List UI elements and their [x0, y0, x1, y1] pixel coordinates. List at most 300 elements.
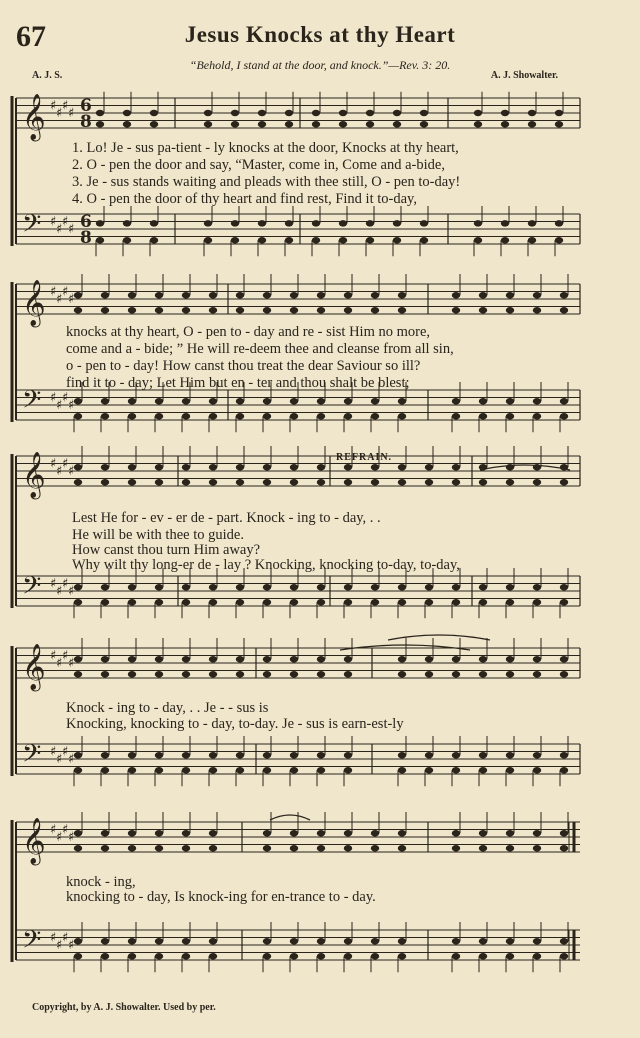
note-head: [290, 752, 298, 758]
note-head: [96, 220, 104, 226]
note-head: [533, 953, 541, 959]
note-head: [182, 830, 190, 836]
note-head: [506, 398, 514, 404]
note-head: [528, 121, 536, 127]
note-head: [290, 584, 298, 590]
sharp-icon: ♯: [56, 106, 63, 121]
sharp-icon: ♯: [50, 744, 57, 760]
note-head: [236, 671, 244, 677]
note-head: [128, 599, 136, 605]
note-head: [398, 413, 406, 419]
note-head: [74, 464, 82, 470]
note-head: [398, 767, 406, 773]
note-head: [182, 752, 190, 758]
note-head: [74, 752, 82, 758]
note-head: [317, 767, 325, 773]
note-head: [479, 845, 487, 851]
note-head: [209, 752, 217, 758]
note-head: [182, 656, 190, 662]
note-head: [150, 110, 158, 116]
note-head: [155, 767, 163, 773]
note-head: [560, 830, 568, 836]
note-head: [312, 220, 320, 226]
note-head: [128, 767, 136, 773]
note-head: [231, 237, 239, 243]
sharp-icon: ♯: [62, 98, 69, 114]
note-head: [236, 584, 244, 590]
note-head: [371, 599, 379, 605]
note-head: [317, 845, 325, 851]
treble-clef-icon: 𝄞: [22, 452, 46, 498]
note-head: [290, 830, 298, 836]
note-head: [128, 656, 136, 662]
note-head: [285, 110, 293, 116]
note-head: [501, 121, 509, 127]
sharp-icon: ♯: [62, 390, 69, 406]
time-signature-bottom: 8: [80, 112, 92, 132]
note-head: [317, 413, 325, 419]
note-head: [479, 599, 487, 605]
note-head: [420, 110, 428, 116]
verse-1-line-3: Lest He for - ev - er de - part. Knock - ing to - day, . .: [72, 510, 381, 526]
sharp-icon: ♯: [56, 398, 63, 413]
note-head: [101, 938, 109, 944]
note-head: [366, 110, 374, 116]
note-head: [528, 220, 536, 226]
verse-3-line-1: 3. Je - sus stands waiting and pleads with thee still, O - pen to-day!: [72, 174, 461, 190]
note-head: [317, 464, 325, 470]
note-head: [263, 479, 271, 485]
note-head: [398, 845, 406, 851]
sharp-icon: ♯: [56, 830, 63, 845]
note-head: [479, 938, 487, 944]
note-head: [317, 671, 325, 677]
words-credit: A. J. S.: [32, 70, 63, 81]
note-head: [236, 479, 244, 485]
sharp-icon: ♯: [68, 752, 75, 767]
note-head: [506, 938, 514, 944]
note-head: [182, 953, 190, 959]
note-head: [204, 110, 212, 116]
sharp-icon: ♯: [68, 106, 75, 121]
note-head: [533, 671, 541, 677]
note-head: [123, 121, 131, 127]
note-head: [209, 671, 217, 677]
sharp-icon: ♯: [62, 456, 69, 472]
note-head: [128, 752, 136, 758]
note-head: [344, 752, 352, 758]
treble-clef-icon: 𝄞: [22, 818, 46, 864]
note-head: [393, 121, 401, 127]
note-head: [290, 413, 298, 419]
note-head: [258, 110, 266, 116]
sharp-icon: ♯: [62, 648, 69, 664]
note-head: [101, 464, 109, 470]
treble-clef-icon: 𝄞: [22, 280, 46, 326]
note-head: [533, 307, 541, 313]
note-head: [101, 953, 109, 959]
note-head: [101, 292, 109, 298]
slur: [388, 635, 490, 640]
sharp-icon: ♯: [68, 656, 75, 671]
note-head: [263, 398, 271, 404]
scripture-quote: “Behold, I stand at the door, and knock.”—Rev. 3: 20.: [189, 58, 451, 72]
note-head: [452, 953, 460, 959]
note-head: [317, 584, 325, 590]
note-head: [258, 121, 266, 127]
sharp-icon: ♯: [56, 752, 63, 767]
note-head: [452, 413, 460, 419]
note-head: [285, 121, 293, 127]
note-head: [506, 479, 514, 485]
note-head: [209, 830, 217, 836]
note-head: [425, 671, 433, 677]
note-head: [290, 398, 298, 404]
sharp-icon: ♯: [56, 656, 63, 671]
note-head: [371, 584, 379, 590]
note-head: [155, 599, 163, 605]
note-head: [182, 938, 190, 944]
note-head: [344, 671, 352, 677]
note-head: [479, 413, 487, 419]
verse-3-line-3: How canst thou turn Him away?: [72, 542, 261, 558]
note-head: [560, 599, 568, 605]
note-head: [398, 398, 406, 404]
note-head: [420, 237, 428, 243]
note-head: [479, 398, 487, 404]
note-head: [209, 413, 217, 419]
note-head: [479, 953, 487, 959]
note-head: [236, 307, 244, 313]
note-head: [209, 479, 217, 485]
note-head: [317, 307, 325, 313]
note-head: [452, 845, 460, 851]
note-head: [74, 599, 82, 605]
note-head: [366, 237, 374, 243]
note-head: [290, 292, 298, 298]
sharp-icon: ♯: [50, 214, 57, 230]
note-head: [290, 767, 298, 773]
note-head: [371, 830, 379, 836]
refrain-label: REFRAIN.: [336, 452, 393, 463]
note-head: [290, 938, 298, 944]
note-head: [398, 656, 406, 662]
note-head: [74, 953, 82, 959]
note-head: [344, 767, 352, 773]
note-head: [555, 237, 563, 243]
note-head: [74, 413, 82, 419]
note-head: [236, 752, 244, 758]
note-head: [209, 767, 217, 773]
note-head: [317, 830, 325, 836]
note-head: [74, 845, 82, 851]
note-head: [560, 307, 568, 313]
note-head: [420, 121, 428, 127]
note-head: [263, 752, 271, 758]
note-head: [101, 584, 109, 590]
sharp-icon: ♯: [50, 930, 57, 946]
note-head: [452, 656, 460, 662]
note-head: [317, 479, 325, 485]
sharp-icon: ♯: [62, 930, 69, 946]
sharp-icon: ♯: [50, 456, 57, 472]
note-head: [371, 398, 379, 404]
note-head: [398, 953, 406, 959]
note-head: [452, 752, 460, 758]
note-head: [452, 292, 460, 298]
note-head: [290, 307, 298, 313]
sharp-icon: ♯: [68, 938, 75, 953]
note-head: [344, 599, 352, 605]
note-head: [474, 121, 482, 127]
note-head: [560, 767, 568, 773]
note-head: [231, 110, 239, 116]
note-head: [263, 292, 271, 298]
note-head: [452, 307, 460, 313]
sharp-icon: ♯: [50, 98, 57, 114]
note-head: [398, 599, 406, 605]
note-head: [474, 220, 482, 226]
note-head: [155, 953, 163, 959]
hymn-title: Jesus Knocks at thy Heart: [184, 22, 456, 47]
note-head: [479, 752, 487, 758]
note-head: [96, 121, 104, 127]
note-head: [344, 845, 352, 851]
note-head: [123, 220, 131, 226]
note-head: [209, 656, 217, 662]
note-head: [398, 671, 406, 677]
note-head: [101, 599, 109, 605]
refrain-line-1-upper: Knock - ing to - day, . . Je - - sus is: [66, 700, 269, 716]
note-head: [344, 830, 352, 836]
sharp-icon: ♯: [62, 822, 69, 838]
note-head: [150, 220, 158, 226]
note-head: [96, 237, 104, 243]
note-head: [128, 938, 136, 944]
note-head: [501, 237, 509, 243]
note-head: [155, 584, 163, 590]
note-head: [366, 220, 374, 226]
note-head: [339, 220, 347, 226]
note-head: [236, 656, 244, 662]
sharp-icon: ♯: [56, 292, 63, 307]
note-head: [155, 671, 163, 677]
note-head: [263, 938, 271, 944]
note-head: [182, 767, 190, 773]
sharp-icon: ♯: [68, 830, 75, 845]
note-head: [290, 599, 298, 605]
sharp-icon: ♯: [62, 744, 69, 760]
note-head: [317, 752, 325, 758]
note-head: [209, 292, 217, 298]
note-head: [479, 292, 487, 298]
note-head: [344, 584, 352, 590]
sharp-icon: ♯: [68, 464, 75, 479]
note-head: [123, 110, 131, 116]
note-head: [420, 220, 428, 226]
note-head: [209, 599, 217, 605]
note-head: [425, 599, 433, 605]
note-head: [317, 398, 325, 404]
note-head: [560, 398, 568, 404]
note-head: [555, 220, 563, 226]
note-head: [479, 656, 487, 662]
note-head: [398, 830, 406, 836]
note-head: [479, 307, 487, 313]
note-head: [344, 292, 352, 298]
note-head: [533, 845, 541, 851]
verse-4-line-3: Why wilt thy long-er de - lay ? Knocking, knocking to-day, to-day,: [72, 557, 460, 573]
note-head: [263, 656, 271, 662]
note-head: [258, 237, 266, 243]
note-head: [74, 398, 82, 404]
slur: [480, 465, 570, 470]
note-head: [96, 110, 104, 116]
note-head: [74, 584, 82, 590]
verse-2-line-1: 2. O - pen the door and say, “Master, come in, Come and a-bide,: [72, 157, 445, 173]
note-head: [344, 413, 352, 419]
note-head: [452, 479, 460, 485]
note-head: [258, 220, 266, 226]
note-head: [182, 292, 190, 298]
note-head: [560, 938, 568, 944]
note-head: [393, 237, 401, 243]
note-head: [155, 830, 163, 836]
note-head: [317, 599, 325, 605]
note-head: [209, 307, 217, 313]
note-head: [155, 398, 163, 404]
note-head: [290, 464, 298, 470]
note-head: [182, 307, 190, 313]
note-head: [312, 110, 320, 116]
note-head: [285, 220, 293, 226]
note-head: [236, 599, 244, 605]
note-head: [290, 671, 298, 677]
note-head: [425, 752, 433, 758]
note-head: [101, 767, 109, 773]
sharp-icon: ♯: [62, 576, 69, 592]
note-head: [474, 110, 482, 116]
note-head: [560, 953, 568, 959]
note-head: [506, 671, 514, 677]
note-head: [204, 237, 212, 243]
note-head: [150, 121, 158, 127]
note-head: [533, 479, 541, 485]
note-head: [506, 830, 514, 836]
note-head: [452, 464, 460, 470]
note-head: [101, 398, 109, 404]
note-head: [506, 292, 514, 298]
note-head: [344, 938, 352, 944]
note-head: [128, 464, 136, 470]
note-head: [479, 830, 487, 836]
note-head: [128, 307, 136, 313]
sharp-icon: ♯: [68, 584, 75, 599]
note-head: [528, 110, 536, 116]
note-head: [506, 584, 514, 590]
verse-2-line-2: come and a - bide; ” He will re-deem thee and cleanse from all sin,: [66, 341, 454, 357]
time-signature-bottom: 8: [80, 228, 92, 248]
note-head: [452, 599, 460, 605]
note-head: [371, 479, 379, 485]
note-head: [506, 752, 514, 758]
note-head: [236, 292, 244, 298]
note-head: [398, 307, 406, 313]
note-head: [155, 307, 163, 313]
sharp-icon: ♯: [56, 938, 63, 953]
note-head: [533, 752, 541, 758]
note-head: [371, 953, 379, 959]
note-head: [263, 413, 271, 419]
sharp-icon: ♯: [56, 464, 63, 479]
note-head: [425, 767, 433, 773]
note-head: [236, 413, 244, 419]
note-head: [479, 479, 487, 485]
note-head: [533, 656, 541, 662]
note-head: [528, 237, 536, 243]
note-head: [533, 292, 541, 298]
music-credit: A. J. Showalter.: [490, 70, 558, 81]
note-head: [155, 845, 163, 851]
note-head: [344, 464, 352, 470]
sharp-icon: ♯: [68, 398, 75, 413]
note-head: [371, 845, 379, 851]
sharp-icon: ♯: [62, 214, 69, 230]
note-head: [74, 307, 82, 313]
note-head: [393, 220, 401, 226]
note-head: [74, 767, 82, 773]
note-head: [312, 237, 320, 243]
note-head: [128, 292, 136, 298]
note-head: [74, 292, 82, 298]
note-head: [344, 307, 352, 313]
note-head: [128, 413, 136, 419]
verse-4-line-2: find it to - day; Let Him but en - ter and thou shalt be blest;: [66, 375, 410, 391]
verse-1-line-2: knocks at thy heart, O - pen to - day and re - sist Him no more,: [66, 324, 431, 340]
treble-clef-icon: 𝄞: [22, 94, 46, 140]
sharp-icon: ♯: [50, 284, 57, 300]
note-head: [231, 220, 239, 226]
note-head: [290, 845, 298, 851]
sharp-icon: ♯: [62, 284, 69, 300]
verse-2-line-3: He will be with thee to guide.: [72, 527, 244, 543]
note-head: [155, 464, 163, 470]
verse-1-line-1: 1. Lo! Je - sus pa-tient - ly knocks at the door, Knocks at thy heart,: [72, 140, 459, 156]
note-head: [452, 584, 460, 590]
note-head: [128, 479, 136, 485]
note-head: [452, 671, 460, 677]
note-head: [74, 656, 82, 662]
note-head: [474, 237, 482, 243]
note-head: [533, 599, 541, 605]
note-head: [236, 464, 244, 470]
note-head: [128, 671, 136, 677]
note-head: [533, 830, 541, 836]
note-head: [155, 752, 163, 758]
note-head: [263, 953, 271, 959]
note-head: [155, 413, 163, 419]
note-head: [128, 584, 136, 590]
sharp-icon: ♯: [50, 822, 57, 838]
note-head: [425, 479, 433, 485]
note-head: [263, 307, 271, 313]
note-head: [533, 767, 541, 773]
slur: [270, 815, 310, 820]
note-head: [101, 413, 109, 419]
note-head: [317, 953, 325, 959]
note-head: [506, 767, 514, 773]
note-head: [182, 845, 190, 851]
